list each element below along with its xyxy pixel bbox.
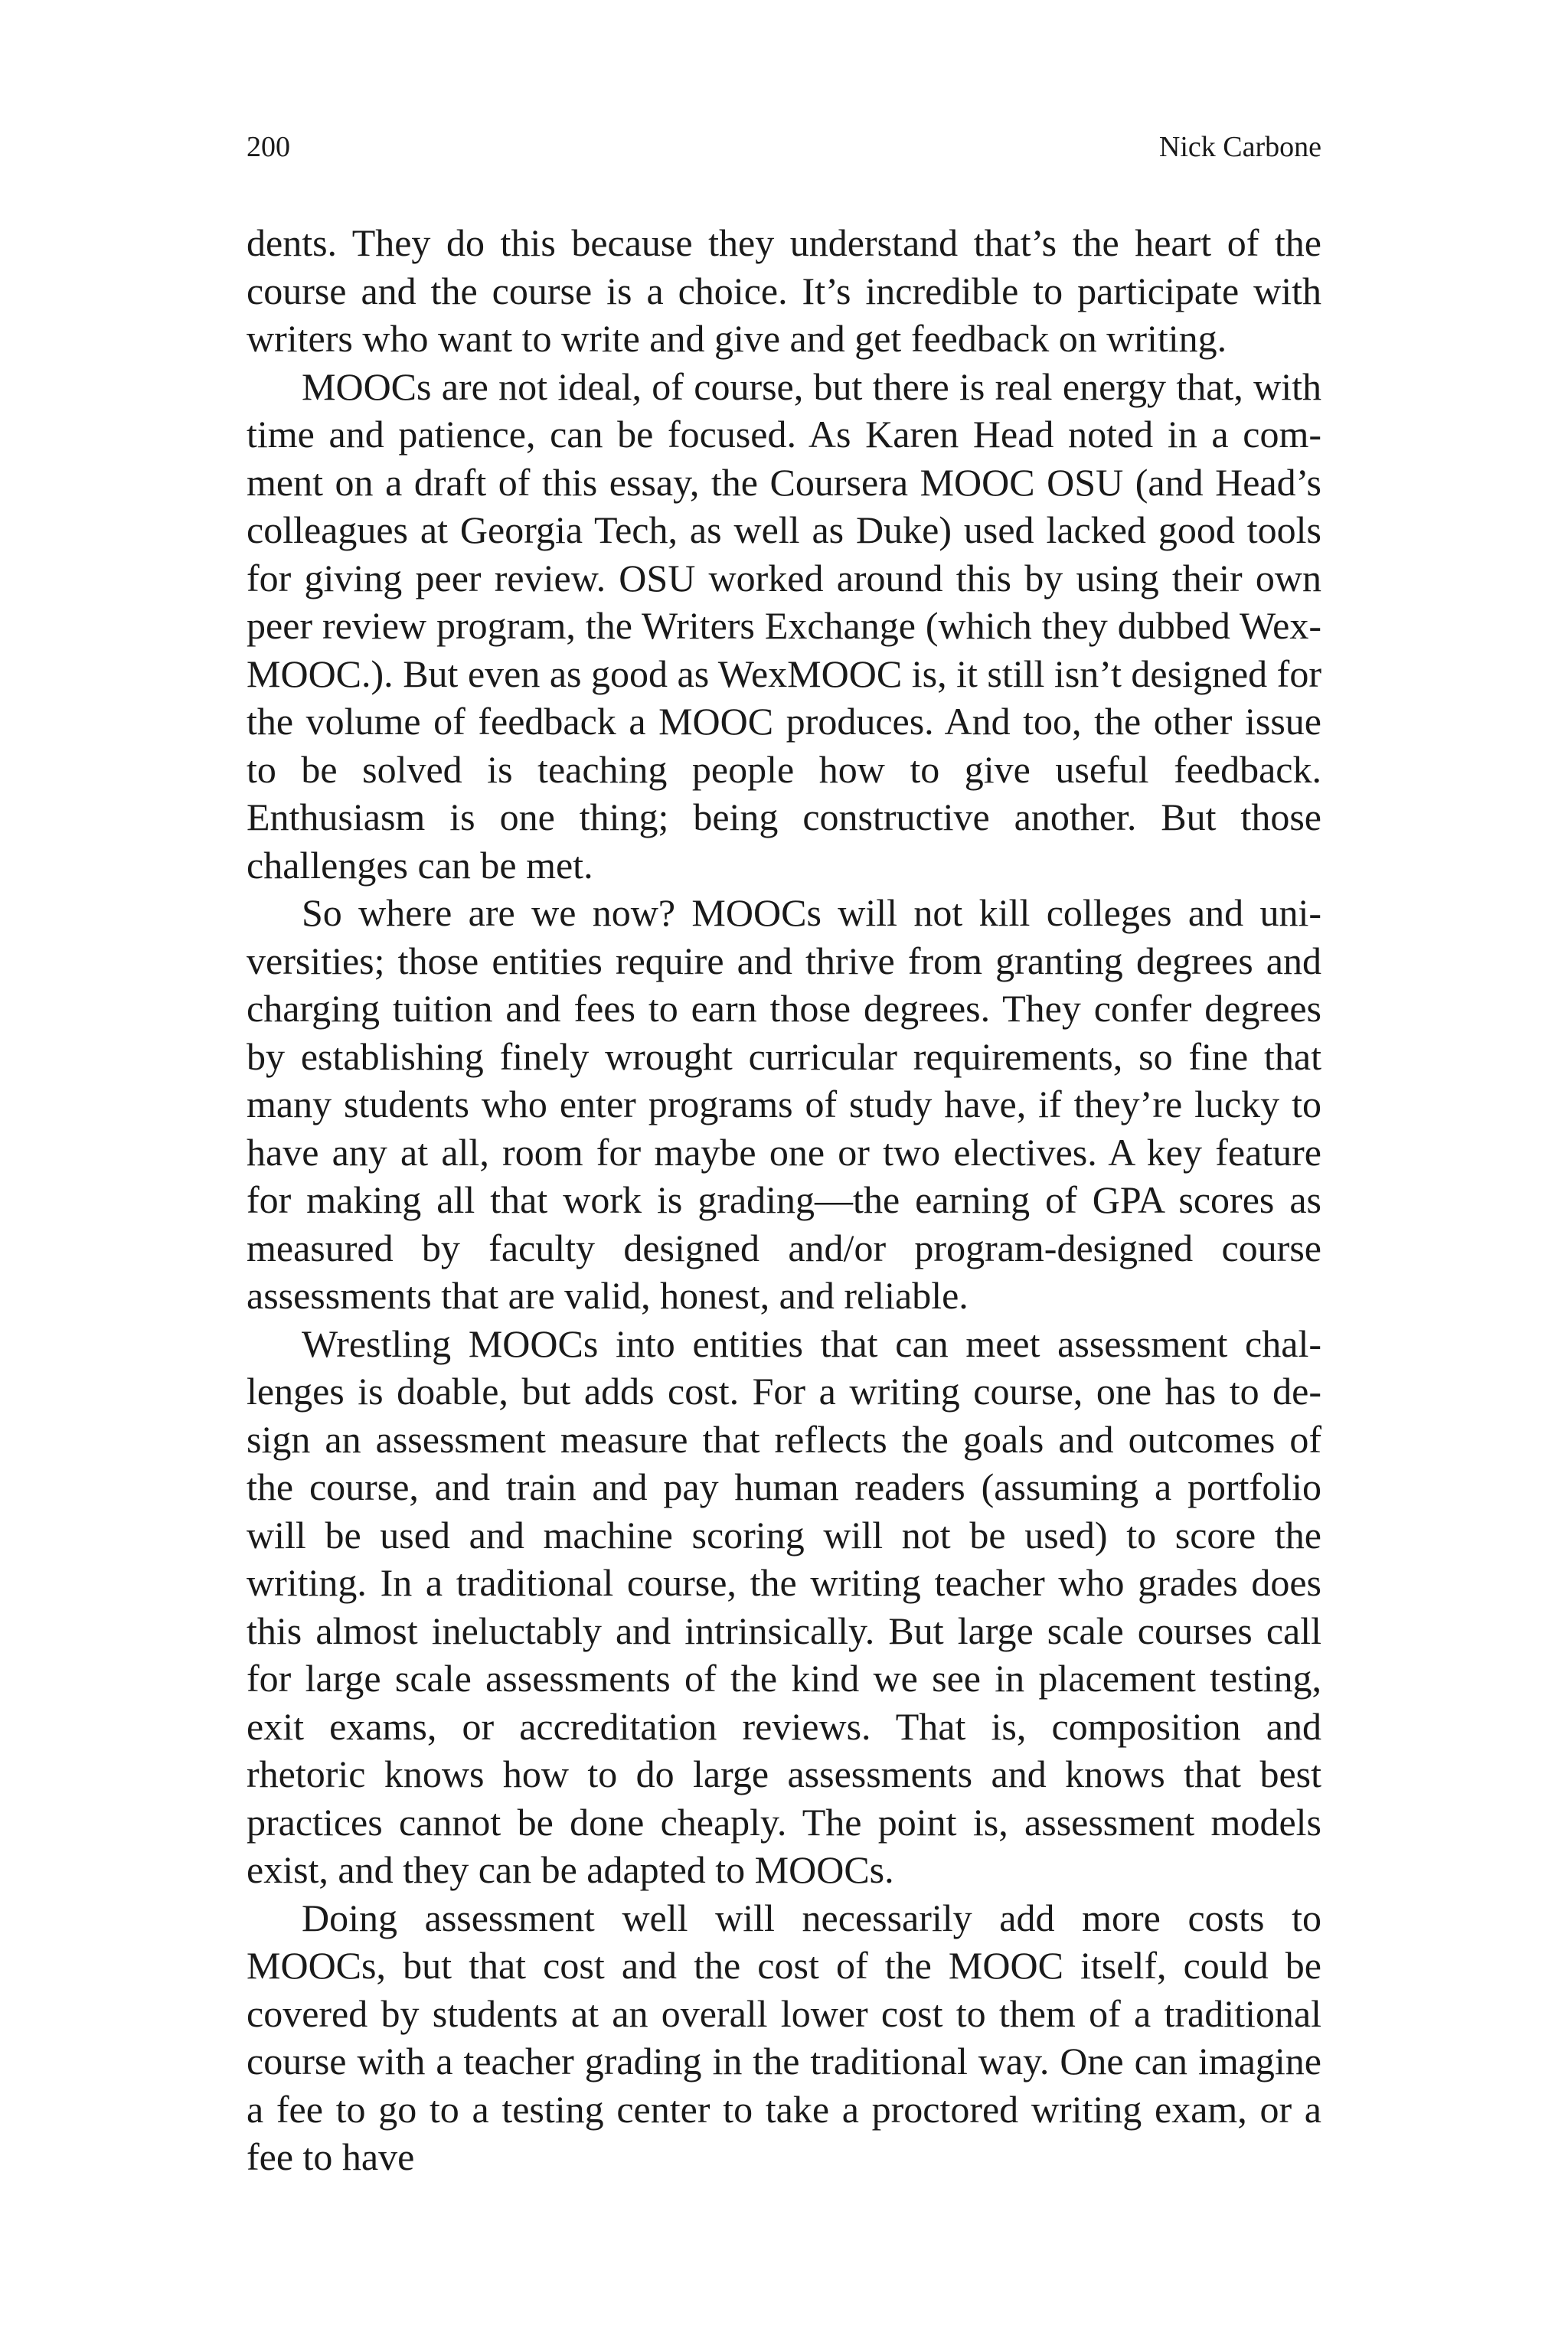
- page-number: 200: [247, 131, 290, 163]
- paragraph-where-are-we-now: So where are we now? MOOCs will not kill colleges and universities; those entities require and thrive from granting degrees and charging tuition and fees to earn those degrees. They confer degrees by establishing finely wrought curricular requirements, so fine that many students who enter programs of study have, if they’re lucky to have any at all, room for maybe one or two electives. A key feature for making all that work is grading—the earning of GPA scores as measured by faculty designed and/or program-designed course assessments that are valid, honest, and reliable.: [247, 891, 1321, 1317]
- body-text: [247, 219, 1321, 2181]
- paragraph-wrestling-moocs: Wrestling MOOCs into entities that can meet assessment challenges is doable, but adds cost. For a writing course, one has to design an assessment measure that reflects the goals and outcomes of the course, and train and pay human readers (assuming a portfolio will be used and machine scoring will not be used) to score the writing. In a traditional course, the writing teacher who grades does this almost ineluctably and intrinsically. But large scale courses call for large scale assessments of the kind we see in placement testing, exit exams, or accreditation reviews. That is, composition and rhetoric knows how to do large assessments and knows that best practices cannot be done cheaply. The point is, assessment models exist, and they can be adapted to MOOCs.: [247, 1321, 1321, 1891]
- running-head-author: Nick Carbone: [1158, 131, 1321, 163]
- paragraph-moocs-not-ideal: MOOCs are not ideal, of course, but there is real energy that, with time and patience, can be focused. As Karen Head noted in a comment on a draft of this essay, the Coursera MOOC OSU (and Head’s colleagues at Georgia Tech, as well as Duke) used lacked good tools for giving peer review. OSU worked around this by using their own peer review program, the Writers Exchange (which they dubbed WexMOOC.). But even as good as WexMOOC is, it still isn’t designed for the volume of feedback a MOOC produces. And too, the other issue to be solved is teaching people how to give useful feedback. Enthusiasm is one thing; being constructive another. But those challenges can be met.: [247, 364, 1321, 887]
- running-head: [247, 126, 1321, 168]
- paragraph-continued: dents. They do this because they understand that’s the heart of the course and the course is a choice. It’s incredible to participate with writers who want to write and give and get feedback on writing.: [247, 221, 1321, 360]
- paragraph-doing-assessment-well: Doing assessment well will necessarily add more costs to MOOCs, but that cost and the cost of the MOOC itself, could be covered by students at an overall lower cost to them of a traditional course with a teacher grading in the traditional way. One can imagine a fee to go to a testing center to take a proctored writing exam, or a fee to have: [247, 1896, 1321, 2178]
